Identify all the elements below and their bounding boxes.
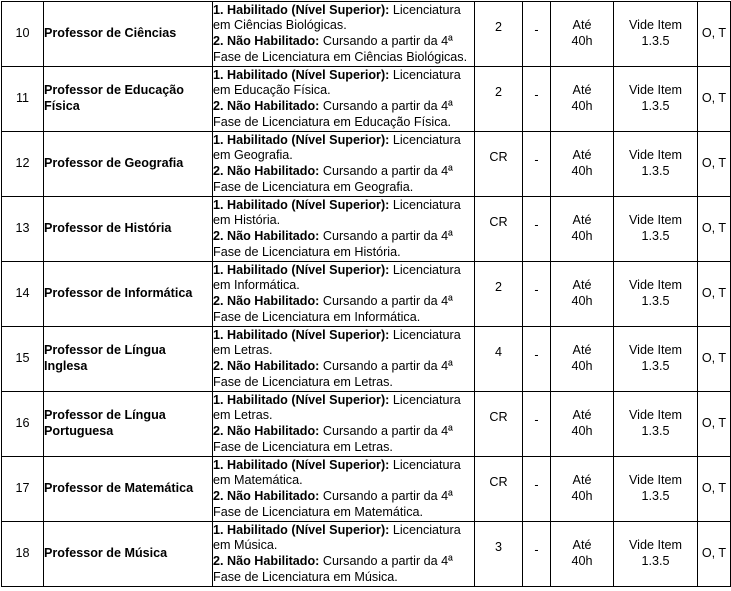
requirements-cell — [213, 392, 475, 457]
vacancies-value: 4 — [494, 345, 502, 360]
unqualified-text: Cursando a partir da 4ª Fase de Licenciatura em Música. — [213, 554, 453, 584]
salary-reference-cell — [614, 2, 698, 67]
workload-hours: 40h — [571, 294, 593, 308]
vacancies-cell — [475, 457, 523, 522]
pcd-value: - — [534, 348, 539, 363]
table-row — [2, 457, 731, 522]
pcd-value: - — [534, 478, 539, 493]
requirements-cell — [213, 132, 475, 197]
vacancies-cell — [475, 2, 523, 67]
salary-reference-cell — [614, 67, 698, 132]
table-row — [2, 2, 731, 67]
exam-stages-cell: O, T — [698, 2, 731, 67]
position-title: Professor de Matemática — [44, 457, 213, 522]
row-number: 12 — [2, 132, 44, 197]
position-title: Professor de Língua Portuguesa — [44, 392, 213, 457]
pcd-cell — [523, 522, 551, 587]
salary-reference-item: 1.3.5 — [641, 99, 670, 113]
qualified-text: Licenciatura em Informática. — [213, 262, 461, 293]
workload-cell — [551, 197, 614, 262]
unqualified-label: 2. Não Habilitado: — [213, 489, 320, 503]
workload-hours: 40h — [571, 34, 593, 48]
qualified-label: 1. Habilitado (Nível Superior): — [213, 197, 390, 212]
exam-stages-cell: O, T — [698, 132, 731, 197]
unqualified-label: 2. Não Habilitado: — [213, 34, 320, 48]
vacancies-cell — [475, 522, 523, 587]
salary-reference-cell — [614, 392, 698, 457]
exam-stages-cell: O, T — [698, 327, 731, 392]
unqualified-text: Cursando a partir da 4ª Fase de Licenciatura em Informática. — [213, 294, 453, 324]
vacancies-cell — [475, 262, 523, 327]
table-row — [2, 392, 731, 457]
qualified-label: 1. Habilitado (Nível Superior): — [213, 522, 390, 537]
salary-reference-label: Vide Item — [629, 278, 682, 293]
requirements-cell — [213, 457, 475, 522]
vacancies-value: 2 — [494, 280, 502, 295]
workload-cell — [551, 522, 614, 587]
vacancies-value: 3 — [494, 540, 502, 555]
qualified-label: 1. Habilitado (Nível Superior): — [213, 132, 390, 147]
qualified-text: Licenciatura em História. — [213, 197, 461, 228]
position-title: Professor de Língua Inglesa — [44, 327, 213, 392]
table-row — [2, 132, 731, 197]
unqualified-text: Cursando a partir da 4ª Fase de Licenciatura em Geografia. — [213, 164, 453, 194]
workload-hours: 40h — [571, 489, 593, 503]
workload-prefix: Até — [572, 538, 592, 553]
pcd-cell — [523, 132, 551, 197]
qualified-text: Licenciatura em Matemática. — [213, 457, 461, 488]
workload-prefix: Até — [572, 473, 592, 488]
salary-reference-item: 1.3.5 — [641, 229, 670, 243]
row-number: 15 — [2, 327, 44, 392]
unqualified-label: 2. Não Habilitado: — [213, 164, 320, 178]
vacancies-cell — [475, 67, 523, 132]
unqualified-label: 2. Não Habilitado: — [213, 99, 320, 113]
pcd-value: - — [534, 23, 539, 38]
workload-cell — [551, 327, 614, 392]
pcd-cell — [523, 197, 551, 262]
exam-stages-cell: O, T — [698, 67, 731, 132]
row-number: 17 — [2, 457, 44, 522]
unqualified-label: 2. Não Habilitado: — [213, 424, 320, 438]
table-row — [2, 67, 731, 132]
salary-reference-cell — [614, 132, 698, 197]
workload-cell — [551, 67, 614, 132]
requirements-cell — [213, 67, 475, 132]
requirements-cell — [213, 522, 475, 587]
workload-hours: 40h — [571, 99, 593, 113]
salary-reference-cell — [614, 327, 698, 392]
pcd-cell — [523, 457, 551, 522]
position-title: Professor de Ciências — [44, 2, 213, 67]
salary-reference-label: Vide Item — [629, 473, 682, 488]
pcd-cell — [523, 327, 551, 392]
workload-hours: 40h — [571, 164, 593, 178]
exam-stages-cell: O, T — [698, 197, 731, 262]
qualified-text: Licenciatura em Educação Física. — [213, 67, 461, 98]
position-title: Professor de História — [44, 197, 213, 262]
salary-reference-item: 1.3.5 — [641, 359, 670, 373]
salary-reference-label: Vide Item — [629, 343, 682, 358]
workload-cell — [551, 457, 614, 522]
salary-reference-label: Vide Item — [629, 18, 682, 33]
salary-reference-item: 1.3.5 — [641, 294, 670, 308]
qualified-label: 1. Habilitado (Nível Superior): — [213, 457, 390, 472]
row-number: 14 — [2, 262, 44, 327]
position-title: Professor de Geografia — [44, 132, 213, 197]
salary-reference-item: 1.3.5 — [641, 164, 670, 178]
workload-prefix: Até — [572, 83, 592, 98]
positions-table — [1, 1, 731, 587]
requirements-cell — [213, 2, 475, 67]
row-number: 10 — [2, 2, 44, 67]
pcd-cell — [523, 392, 551, 457]
vacancies-cell — [475, 327, 523, 392]
salary-reference-label: Vide Item — [629, 83, 682, 98]
pcd-value: - — [534, 413, 539, 428]
workload-hours: 40h — [571, 229, 593, 243]
unqualified-label: 2. Não Habilitado: — [213, 359, 320, 373]
workload-prefix: Até — [572, 148, 592, 163]
qualified-text: Licenciatura em Letras. — [213, 392, 461, 423]
unqualified-text: Cursando a partir da 4ª Fase de Licenciatura em Ciências Biológicas. — [213, 34, 468, 64]
pcd-value: - — [534, 218, 539, 233]
vacancies-cell — [475, 132, 523, 197]
workload-prefix: Até — [572, 343, 592, 358]
workload-prefix: Até — [572, 213, 592, 228]
table-row — [2, 522, 731, 587]
salary-reference-label: Vide Item — [629, 148, 682, 163]
salary-reference-label: Vide Item — [629, 213, 682, 228]
unqualified-text: Cursando a partir da 4ª Fase de Licenciatura em Letras. — [213, 424, 453, 454]
vacancies-value: CR — [489, 475, 508, 490]
qualified-text: Licenciatura em Ciências Biológicas. — [213, 2, 461, 33]
vacancies-cell — [475, 392, 523, 457]
qualified-label: 1. Habilitado (Nível Superior): — [213, 2, 390, 17]
unqualified-text: Cursando a partir da 4ª Fase de Licenciatura em Matemática. — [213, 489, 453, 519]
salary-reference-item: 1.3.5 — [641, 554, 670, 568]
qualified-text: Licenciatura em Música. — [213, 522, 461, 553]
vacancies-value: 2 — [494, 85, 502, 100]
qualified-label: 1. Habilitado (Nível Superior): — [213, 67, 390, 82]
unqualified-label: 2. Não Habilitado: — [213, 554, 320, 568]
unqualified-text: Cursando a partir da 4ª Fase de Licenciatura em História. — [213, 229, 453, 259]
salary-reference-label: Vide Item — [629, 538, 682, 553]
vacancies-value: 2 — [494, 20, 502, 35]
row-number: 13 — [2, 197, 44, 262]
workload-cell — [551, 262, 614, 327]
salary-reference-cell — [614, 197, 698, 262]
table-row — [2, 197, 731, 262]
salary-reference-item: 1.3.5 — [641, 489, 670, 503]
exam-stages-cell: O, T — [698, 392, 731, 457]
positions-table-body — [2, 2, 731, 587]
workload-cell — [551, 132, 614, 197]
row-number: 16 — [2, 392, 44, 457]
workload-prefix: Até — [572, 408, 592, 423]
qualified-label: 1. Habilitado (Nível Superior): — [213, 327, 390, 342]
salary-reference-cell — [614, 522, 698, 587]
pcd-cell — [523, 67, 551, 132]
requirements-cell — [213, 262, 475, 327]
vacancies-value: CR — [489, 215, 508, 230]
requirements-cell — [213, 327, 475, 392]
pcd-cell — [523, 262, 551, 327]
workload-cell — [551, 392, 614, 457]
qualified-text: Licenciatura em Geografia. — [213, 132, 461, 163]
requirements-cell — [213, 197, 475, 262]
qualified-label: 1. Habilitado (Nível Superior): — [213, 262, 390, 277]
salary-reference-item: 1.3.5 — [641, 424, 670, 438]
table-row — [2, 327, 731, 392]
qualified-label: 1. Habilitado (Nível Superior): — [213, 392, 390, 407]
position-title: Professor de Informática — [44, 262, 213, 327]
pcd-value: - — [534, 88, 539, 103]
unqualified-text: Cursando a partir da 4ª Fase de Licenciatura em Educação Física. — [213, 99, 453, 129]
unqualified-text: Cursando a partir da 4ª Fase de Licenciatura em Letras. — [213, 359, 453, 389]
exam-stages-cell: O, T — [698, 262, 731, 327]
unqualified-label: 2. Não Habilitado: — [213, 229, 320, 243]
workload-cell — [551, 2, 614, 67]
position-title: Professor de Música — [44, 522, 213, 587]
pcd-value: - — [534, 543, 539, 558]
vacancies-value: CR — [489, 410, 508, 425]
workload-hours: 40h — [571, 359, 593, 373]
row-number: 11 — [2, 67, 44, 132]
salary-reference-cell — [614, 262, 698, 327]
pcd-value: - — [534, 153, 539, 168]
pcd-cell — [523, 2, 551, 67]
pcd-value: - — [534, 283, 539, 298]
workload-hours: 40h — [571, 554, 593, 568]
table-row — [2, 262, 731, 327]
workload-prefix: Até — [572, 18, 592, 33]
unqualified-label: 2. Não Habilitado: — [213, 294, 320, 308]
vacancies-value: CR — [489, 150, 508, 165]
salary-reference-item: 1.3.5 — [641, 34, 670, 48]
exam-stages-cell: O, T — [698, 457, 731, 522]
vacancies-cell — [475, 197, 523, 262]
salary-reference-cell — [614, 457, 698, 522]
row-number: 18 — [2, 522, 44, 587]
qualified-text: Licenciatura em Letras. — [213, 327, 461, 358]
workload-prefix: Até — [572, 278, 592, 293]
exam-stages-cell: O, T — [698, 522, 731, 587]
salary-reference-label: Vide Item — [629, 408, 682, 423]
position-title: Professor de Educação Física — [44, 67, 213, 132]
workload-hours: 40h — [571, 424, 593, 438]
